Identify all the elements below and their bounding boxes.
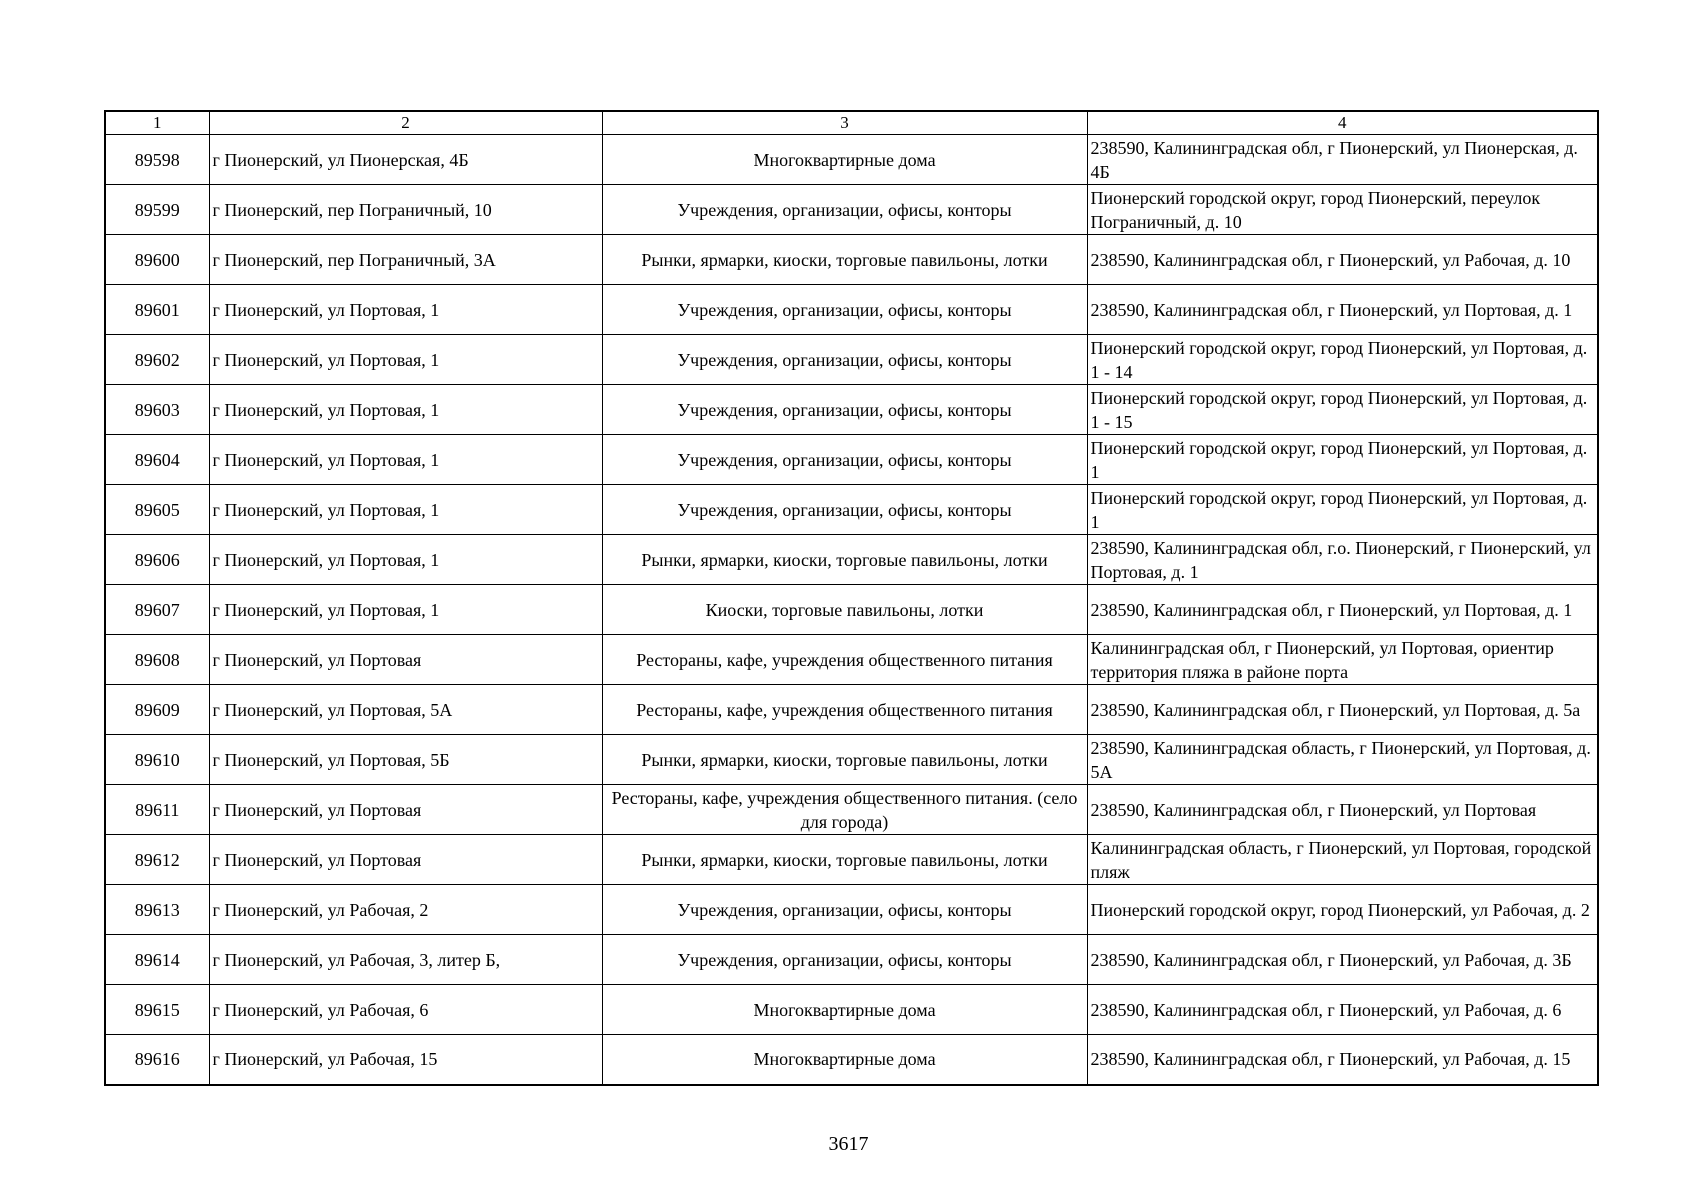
- row-address: г Пионерский, ул Рабочая, 3, литер Б,: [209, 935, 602, 985]
- row-id: 89607: [105, 585, 209, 635]
- row-address: г Пионерский, ул Рабочая, 2: [209, 885, 602, 935]
- row-address: г Пионерский, ул Портовая, 1: [209, 535, 602, 585]
- row-address: г Пионерский, ул Портовая, 1: [209, 485, 602, 535]
- table-row: [105, 485, 1598, 535]
- row-id: 89614: [105, 935, 209, 985]
- row-id: 89611: [105, 785, 209, 835]
- row-id: 89605: [105, 485, 209, 535]
- row-id: 89599: [105, 185, 209, 235]
- row-address: г Пионерский, ул Портовая, 1: [209, 435, 602, 485]
- row-id: 89610: [105, 735, 209, 785]
- row-address: г Пионерский, ул Портовая: [209, 785, 602, 835]
- row-object-type: Учреждения, организации, офисы, конторы: [602, 485, 1087, 535]
- row-id: 89615: [105, 985, 209, 1035]
- row-object-type: Многоквартирные дома: [602, 985, 1087, 1035]
- row-id: 89601: [105, 285, 209, 335]
- row-address: г Пионерский, ул Портовая, 1: [209, 335, 602, 385]
- row-full-address: 238590, Калининградская обл, г Пионерский, ул Рабочая, д. 15: [1087, 1035, 1598, 1085]
- row-object-type: Учреждения, организации, офисы, конторы: [602, 935, 1087, 985]
- table-row: [105, 685, 1598, 735]
- row-object-type: Многоквартирные дома: [602, 1035, 1087, 1085]
- row-full-address: Пионерский городской округ, город Пионерский, ул Рабочая, д. 2: [1087, 885, 1598, 935]
- table-row: [105, 985, 1598, 1035]
- row-id: 89598: [105, 135, 209, 185]
- row-id: 89612: [105, 835, 209, 885]
- row-id: 89600: [105, 235, 209, 285]
- row-full-address: Пионерский городской округ, город Пионерский, ул Портовая, д. 1 - 15: [1087, 385, 1598, 435]
- row-full-address: 238590, Калининградская обл, г Пионерский, ул Рабочая, д. 10: [1087, 235, 1598, 285]
- row-address: г Пионерский, ул Портовая, 5А: [209, 685, 602, 735]
- row-object-type: Киоски, торговые павильоны, лотки: [602, 585, 1087, 635]
- row-id: 89608: [105, 635, 209, 685]
- row-object-type: Учреждения, организации, офисы, конторы: [602, 285, 1087, 335]
- row-full-address: Калининградская обл, г Пионерский, ул Портовая, ориентир территория пляжа в районе порта: [1087, 635, 1598, 685]
- column-header-4: 4: [1087, 111, 1598, 135]
- registry-table: [104, 110, 1599, 1086]
- row-address: г Пионерский, ул Рабочая, 6: [209, 985, 602, 1035]
- table-row: [105, 885, 1598, 935]
- row-object-type: Рестораны, кафе, учреждения общественного питания: [602, 635, 1087, 685]
- row-object-type: Учреждения, организации, офисы, конторы: [602, 885, 1087, 935]
- table-row: [105, 235, 1598, 285]
- table-row: [105, 185, 1598, 235]
- row-object-type: Рынки, ярмарки, киоски, торговые павильоны, лотки: [602, 835, 1087, 885]
- row-object-type: Рынки, ярмарки, киоски, торговые павильоны, лотки: [602, 235, 1087, 285]
- row-full-address: Пионерский городской округ, город Пионерский, ул Портовая, д. 1: [1087, 485, 1598, 535]
- row-address: г Пионерский, ул Портовая, 1: [209, 585, 602, 635]
- row-id: 89609: [105, 685, 209, 735]
- row-object-type: Рынки, ярмарки, киоски, торговые павильоны, лотки: [602, 735, 1087, 785]
- row-id: 89606: [105, 535, 209, 585]
- row-address: г Пионерский, ул Портовая, 1: [209, 285, 602, 335]
- row-object-type: Учреждения, организации, офисы, конторы: [602, 185, 1087, 235]
- table-row: [105, 835, 1598, 885]
- row-id: 89613: [105, 885, 209, 935]
- table-row: [105, 735, 1598, 785]
- row-address: г Пионерский, ул Портовая: [209, 835, 602, 885]
- table-body: [105, 135, 1598, 1085]
- row-object-type: Рынки, ярмарки, киоски, торговые павильоны, лотки: [602, 535, 1087, 585]
- row-full-address: 238590, Калининградская обл, г Пионерский, ул Пионерская, д. 4Б: [1087, 135, 1598, 185]
- row-id: 89602: [105, 335, 209, 385]
- row-full-address: 238590, Калининградская обл, г.о. Пионерский, г Пионерский, ул Портовая, д. 1: [1087, 535, 1598, 585]
- row-address: г Пионерский, ул Портовая: [209, 635, 602, 685]
- table-row: [105, 785, 1598, 835]
- row-id: 89603: [105, 385, 209, 435]
- table-row: [105, 285, 1598, 335]
- column-header-2: 2: [209, 111, 602, 135]
- table-row: [105, 135, 1598, 185]
- row-full-address: 238590, Калининградская обл, г Пионерский, ул Портовая: [1087, 785, 1598, 835]
- page-number: 3617: [828, 1133, 869, 1155]
- table-row: [105, 335, 1598, 385]
- header-row: [105, 111, 1598, 135]
- table-row: [105, 635, 1598, 685]
- row-full-address: 238590, Калининградская область, г Пионерский, ул Портовая, д. 5А: [1087, 735, 1598, 785]
- table-header: [105, 111, 1598, 135]
- column-header-3: 3: [602, 111, 1087, 135]
- row-id: 89604: [105, 435, 209, 485]
- row-address: г Пионерский, ул Портовая, 5Б: [209, 735, 602, 785]
- row-address: г Пионерский, ул Рабочая, 15: [209, 1035, 602, 1085]
- table-row: [105, 585, 1598, 635]
- row-object-type: Рестораны, кафе, учреждения общественного питания. (село для города): [602, 785, 1087, 835]
- row-object-type: Учреждения, организации, офисы, конторы: [602, 435, 1087, 485]
- row-address: г Пионерский, ул Пионерская, 4Б: [209, 135, 602, 185]
- table-row: [105, 1035, 1598, 1085]
- row-object-type: Рестораны, кафе, учреждения общественного питания: [602, 685, 1087, 735]
- row-full-address: 238590, Калининградская обл, г Пионерский, ул Рабочая, д. 3Б: [1087, 935, 1598, 985]
- row-address: г Пионерский, пер Пограничный, 3А: [209, 235, 602, 285]
- row-address: г Пионерский, пер Пограничный, 10: [209, 185, 602, 235]
- table-row: [105, 435, 1598, 485]
- row-full-address: Пионерский городской округ, город Пионерский, ул Портовая, д. 1 - 14: [1087, 335, 1598, 385]
- row-address: г Пионерский, ул Портовая, 1: [209, 385, 602, 435]
- row-full-address: 238590, Калининградская обл, г Пионерский, ул Портовая, д. 1: [1087, 285, 1598, 335]
- row-object-type: Учреждения, организации, офисы, конторы: [602, 385, 1087, 435]
- row-full-address: 238590, Калининградская обл, г Пионерский, ул Рабочая, д. 6: [1087, 985, 1598, 1035]
- row-id: 89616: [105, 1035, 209, 1085]
- row-full-address: 238590, Калининградская обл, г Пионерский, ул Портовая, д. 1: [1087, 585, 1598, 635]
- row-full-address: Пионерский городской округ, город Пионерский, переулок Пограничный, д. 10: [1087, 185, 1598, 235]
- column-header-1: 1: [105, 111, 209, 135]
- row-full-address: Пионерский городской округ, город Пионерский, ул Портовая, д. 1: [1087, 435, 1598, 485]
- table-row: [105, 385, 1598, 435]
- row-object-type: Учреждения, организации, офисы, конторы: [602, 335, 1087, 385]
- row-full-address: Калининградская область, г Пионерский, ул Портовая, городской пляж: [1087, 835, 1598, 885]
- table-row: [105, 535, 1598, 585]
- row-object-type: Многоквартирные дома: [602, 135, 1087, 185]
- row-full-address: 238590, Калининградская обл, г Пионерский, ул Портовая, д. 5а: [1087, 685, 1598, 735]
- table-row: [105, 935, 1598, 985]
